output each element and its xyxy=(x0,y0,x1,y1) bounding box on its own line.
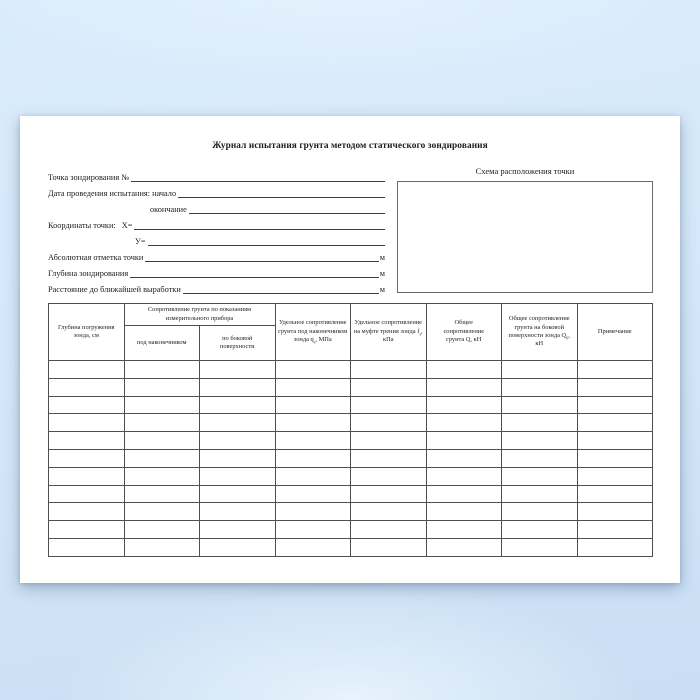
empty-cell xyxy=(577,414,653,432)
empty-cell xyxy=(426,449,502,467)
empty-cell xyxy=(124,396,200,414)
field-label: окончание xyxy=(150,205,187,214)
empty-cell xyxy=(577,503,653,521)
empty-cell xyxy=(426,361,502,379)
empty-cell xyxy=(502,361,578,379)
empty-cell xyxy=(351,485,427,503)
empty-cell xyxy=(275,467,351,485)
empty-cell xyxy=(351,503,427,521)
empty-cell xyxy=(124,467,200,485)
field-line-distance xyxy=(48,279,385,295)
empty-cell xyxy=(426,538,502,556)
col-q-header: Общее сопротивление грунта Q, кН xyxy=(426,304,502,361)
sub-tip-header: под наконечником xyxy=(124,326,200,361)
empty-cell xyxy=(275,396,351,414)
empty-cell xyxy=(275,485,351,503)
empty-cell xyxy=(275,361,351,379)
empty-cell xyxy=(49,538,125,556)
empty-cell xyxy=(577,378,653,396)
empty-cell xyxy=(200,485,276,503)
empty-cell xyxy=(124,521,200,539)
empty-cell xyxy=(351,538,427,556)
empty-cell xyxy=(577,467,653,485)
field-label: Точка зондирования № xyxy=(48,173,130,182)
col-note-header: Примечание xyxy=(577,304,653,361)
empty-cell xyxy=(124,432,200,450)
empty-cell xyxy=(275,538,351,556)
empty-cell xyxy=(502,432,578,450)
empty-cell xyxy=(426,503,502,521)
empty-cell xyxy=(49,432,125,450)
empty-cell xyxy=(502,538,578,556)
empty-cell xyxy=(502,467,578,485)
blank-line xyxy=(145,261,378,262)
col-qside-header: Общее сопротивление грунта на боковой поверхности зонда $Q_б$, кН xyxy=(502,304,578,361)
empty-cell xyxy=(502,503,578,521)
empty-cell xyxy=(351,414,427,432)
empty-cell xyxy=(200,467,276,485)
field-label: Х= xyxy=(121,221,133,230)
blank-line xyxy=(183,293,379,294)
blank-line xyxy=(130,277,379,278)
field-label: Глубина зондирования xyxy=(48,269,129,278)
empty-cell xyxy=(200,503,276,521)
field-line-depth xyxy=(48,263,385,279)
empty-cell xyxy=(502,396,578,414)
field-line-coord-x xyxy=(48,215,385,231)
empty-cell xyxy=(426,432,502,450)
empty-cell xyxy=(49,396,125,414)
empty-cell xyxy=(200,432,276,450)
empty-cell xyxy=(426,396,502,414)
empty-cell xyxy=(200,378,276,396)
empty-cell xyxy=(577,396,653,414)
table-row xyxy=(49,538,653,556)
field-label: У= xyxy=(135,237,146,246)
empty-cell xyxy=(275,414,351,432)
empty-cell xyxy=(200,449,276,467)
empty-cell xyxy=(502,449,578,467)
empty-cell xyxy=(502,485,578,503)
empty-cell xyxy=(49,485,125,503)
field-line-coord-y xyxy=(48,231,385,247)
form-fields xyxy=(48,167,385,295)
empty-cell xyxy=(426,378,502,396)
table-row xyxy=(49,414,653,432)
col-fs-header: Удельное сопротивление на муфте трения зонда $f_з$, кПа xyxy=(351,304,427,361)
document-paper xyxy=(20,116,680,583)
empty-cell xyxy=(577,538,653,556)
table-row xyxy=(49,396,653,414)
empty-cell xyxy=(577,485,653,503)
empty-cell xyxy=(351,467,427,485)
empty-cell xyxy=(49,449,125,467)
empty-cell xyxy=(124,503,200,521)
document-title: Журнал испытания грунта методом статического зондирования xyxy=(212,141,488,151)
empty-cell xyxy=(124,538,200,556)
empty-cell xyxy=(200,361,276,379)
col-depth-header: Глубина погружения зонда, см xyxy=(49,304,125,361)
empty-cell xyxy=(124,414,200,432)
table-row xyxy=(49,485,653,503)
empty-cell xyxy=(49,378,125,396)
empty-cell xyxy=(49,361,125,379)
table-row xyxy=(49,378,653,396)
empty-cell xyxy=(351,396,427,414)
empty-cell xyxy=(577,521,653,539)
empty-cell xyxy=(200,414,276,432)
empty-cell xyxy=(502,378,578,396)
unit-label: м xyxy=(379,285,385,294)
empty-cell xyxy=(275,449,351,467)
empty-cell xyxy=(200,521,276,539)
empty-cell xyxy=(275,378,351,396)
empty-cell xyxy=(351,361,427,379)
empty-cell xyxy=(49,503,125,521)
empty-cell xyxy=(49,467,125,485)
empty-cell xyxy=(200,538,276,556)
empty-cell xyxy=(124,378,200,396)
empty-cell xyxy=(275,521,351,539)
empty-cell xyxy=(502,521,578,539)
empty-cell xyxy=(124,449,200,467)
empty-cell xyxy=(577,449,653,467)
empty-cell xyxy=(124,485,200,503)
empty-cell xyxy=(426,521,502,539)
empty-cell xyxy=(49,521,125,539)
resistance-group-header: Сопротивление грунта по показаниям измерительного прибора xyxy=(124,304,275,326)
field-label: Расстояние до ближайшей выработки xyxy=(48,285,181,294)
blank-line xyxy=(148,245,385,246)
blank-line xyxy=(189,213,385,214)
field-label: Абсолютная отметка точки xyxy=(48,253,144,262)
empty-cell xyxy=(577,432,653,450)
empty-cell xyxy=(351,449,427,467)
table-row xyxy=(49,361,653,379)
unit-label: м xyxy=(379,253,385,262)
blank-line xyxy=(134,229,385,230)
unit-label: м xyxy=(379,269,385,278)
schema-section xyxy=(397,166,653,293)
field-line-abs-mark xyxy=(48,247,385,263)
blank-line xyxy=(131,181,385,182)
empty-cell xyxy=(275,503,351,521)
empty-cell xyxy=(426,485,502,503)
blank-line xyxy=(178,197,385,198)
field-line-point-no xyxy=(48,167,385,183)
field-line-date-start xyxy=(48,183,385,199)
field-label: Координаты точки: xyxy=(48,221,116,230)
empty-cell xyxy=(426,414,502,432)
empty-cell xyxy=(351,521,427,539)
empty-cell xyxy=(275,432,351,450)
empty-cell xyxy=(351,378,427,396)
field-label: Дата проведения испытания: начало xyxy=(48,189,177,198)
table-row xyxy=(49,449,653,467)
table-row xyxy=(49,521,653,539)
table-header xyxy=(49,304,653,361)
col-qc-header: Удельное сопротивление грунта под наконечником зонда $q_з$, МПа xyxy=(275,304,351,361)
empty-cell xyxy=(426,467,502,485)
sub-side-header: по боковой поверхности xyxy=(200,326,276,361)
schema-title: Схема расположения точки xyxy=(475,166,575,176)
schema-box xyxy=(397,181,653,293)
table-row xyxy=(49,432,653,450)
empty-cell xyxy=(200,396,276,414)
empty-cell xyxy=(502,414,578,432)
empty-cell xyxy=(49,414,125,432)
field-line-date-end xyxy=(48,199,385,215)
empty-cell xyxy=(351,432,427,450)
table-row xyxy=(49,467,653,485)
journal-table-body xyxy=(49,361,653,557)
empty-cell xyxy=(124,361,200,379)
empty-cell xyxy=(577,361,653,379)
sounding-journal-table xyxy=(48,303,653,557)
table-row xyxy=(49,503,653,521)
